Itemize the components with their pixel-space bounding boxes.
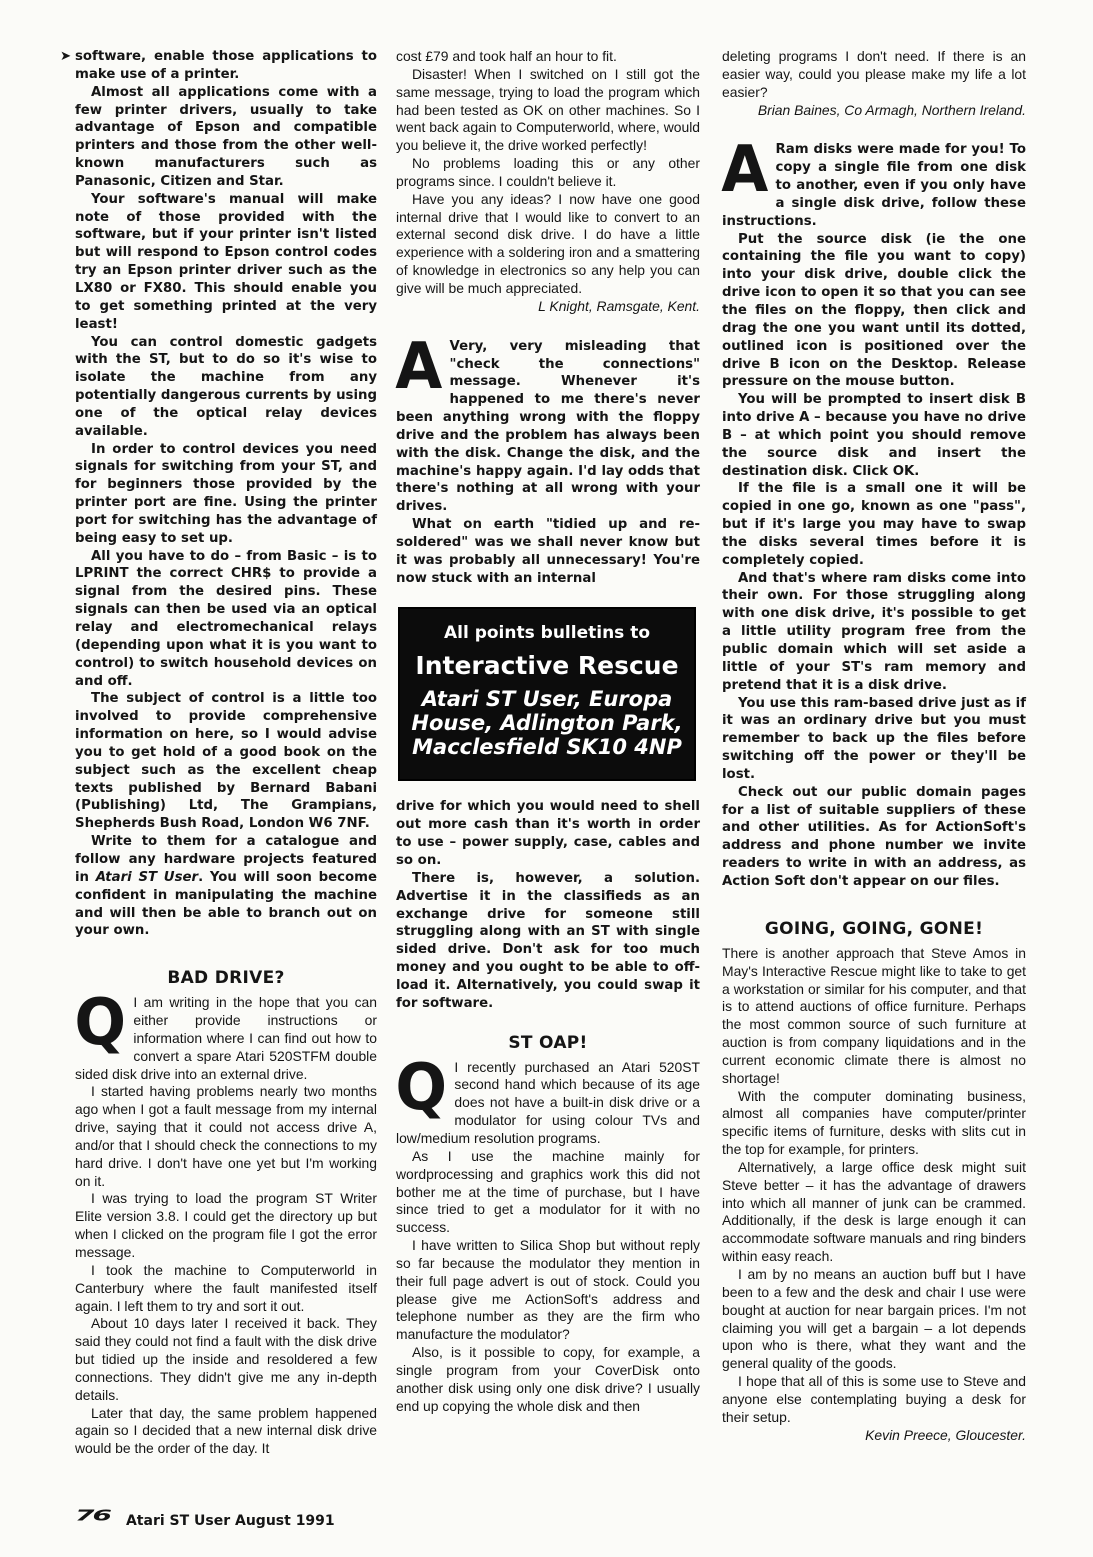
- question-paragraph: As I use the machine mainly for wordprocessing and graphics work this did not bother me at the time of purchase, but I have since tried to get a modulator for it with no success.: [396, 1147, 700, 1236]
- section-heading-bad-drive: BAD DRIVE?: [167, 968, 285, 989]
- page-footer: [75, 1499, 335, 1532]
- answer-paragraph: You can control domestic gadgets with the ST, but to do so it's wise to isolate the machine from any potentially dangerous currents by using one of the optical relay devices available.: [75, 334, 377, 439]
- answer-paragraph: A Ram disks were made for you! To copy a single file from one disk to another, even if you only have a single disk drive, follow these instructions.: [721, 133, 1026, 229]
- answer-paragraph: You use this ram-based drive just as if it was an ordinary drive but you must remember to back up the files before switching off the power or they'll be lost.: [722, 695, 1026, 782]
- answer-paragraph: Put the source disk (ie the one containing the file you want to copy) into your disk drive, double click the drive icon to open it so that you can see the files on the floppy, then click and drag the one you want until its dotted, outlined icon is positioned over the drive B icon on the Desktop. Release pressure on the mouse button.: [722, 231, 1026, 390]
- answer-paragraph: Almost all applications come with a few printer drivers, usually to take advantage of Epson and compatible printers and those from the other well-known manufacturers such as Panasonic, Citizen and Star.: [75, 84, 377, 189]
- bulletin-box: [398, 607, 696, 781]
- question-paragraph: Q I am writing in the hope that you can either provide instructions or information where I can find out how to convert a spare Atari 520STFM double sided disk drive into an external drive.: [74, 986, 377, 1082]
- question-paragraph: No problems loading this or any other programs since. I couldn't believe it.: [396, 155, 700, 189]
- question-paragraph: Q I recently purchased an Atari 520ST second hand which because of its age does not have a built-in disk drive or a modulator for using colour TVs and low/medium resolution programs.: [395, 1050, 700, 1146]
- column-2: [396, 48, 700, 1415]
- answer-paragraph: All you have to do – from Basic – is to LPRINT the correct CHR$ to provide a signal from the desired pins. These signals can then be used via an optical relay and electromechanical relays (depending upon what it is you want to control) to switch household devices on and off.: [75, 548, 377, 689]
- answer-block: [395, 329, 700, 588]
- continued-arrow-icon: ➤: [60, 49, 72, 64]
- letter-signature: Brian Baines, Co Armagh, Northern Ireland.: [757, 101, 1026, 118]
- answer-paragraph: A Very, very misleading that "check the connections" message. Whenever it's happened to me there's never been anything wrong with the floppy drive and the problem has always been with the disk. Change the disk, and the machine's happy again. I'd lay odds that there's nothing at all wrong with your drives.: [395, 329, 700, 515]
- drop-cap-q: Q: [74, 986, 127, 1061]
- answer-paragraph: In order to control devices you need signals for switching from your ST, and for beginners those provided by the printer port are fine. Using the printer port for switching has the advantage of being easy to set up.: [75, 441, 377, 546]
- question-paragraph: I started having problems nearly two months ago when I got a fault message from my internal drive, saying that it could not access drive A, and/or that I should check the connections to my hard drive. I don't have one yet but I'm working on it.: [75, 1083, 377, 1189]
- answer-paragraph: Write to them for a catalogue and follow any hardware projects featured in Atari ST User. You will soon become confident in manipulating the machine and will then be able to branch out on your own.: [75, 834, 378, 939]
- answer-paragraph: Check out our public domain pages for a list of suitable suppliers of these and other utilities. As for ActionSoft's address and phone number we invite readers to write in with an address, as Action Soft don't appear on our files.: [722, 784, 1026, 889]
- drop-cap-q: Q: [395, 1050, 448, 1125]
- column-1: [60, 48, 378, 1458]
- question-paragraph: Disaster! When I switched on I still got the same message, trying to load the program which had been tested as OK on other machines. So I went back again to Computerworld, where, would you believe it, the drive worked perfectly!: [396, 65, 700, 154]
- answer-paragraph: Your software's manual will make note of those provided with the software, but if your printer isn't listed but will respond to Epson control codes try an Epson printer driver such as the LX80 or FX80. This should enable you to get something printed at the very least!: [75, 191, 377, 332]
- answer-paragraph: The subject of control is a little too involved to provide comprehensive information on here, so I would advise you to get hold of a good book on the subject such as the excellent cheap texts published by Bernard Babani (Publishing) Ltd, The Grampians, Shepherds Bush Road, London W6 7NF.: [75, 691, 377, 832]
- letter-paragraph: There is another approach that Steve Amos in May's Interactive Rescue might like to take to get a workstation or similar for his computer, and that is to attend auctions of office furniture. Perhaps the most common source of such furniture at auction is from company liquidations and in the current economic climate there is almost no shortage!: [722, 944, 1026, 1086]
- letter-signature: L Knight, Ramsgate, Kent.: [538, 297, 700, 314]
- section-heading-st-oap: ST OAP!: [508, 1032, 588, 1053]
- page-number: 76: [75, 1506, 110, 1525]
- letter-signature: Kevin Preece, Gloucester.: [865, 1426, 1026, 1443]
- answer-paragraph: What on earth "tidied up and re-soldered" was we shall never know but it was probably all unnecessary! You're now stuck with an internal: [396, 517, 700, 586]
- answer-continuation: ➤ software, enable those applications to make use of a printer.: [60, 49, 377, 82]
- drop-cap-a: A: [721, 133, 769, 208]
- answer-paragraph: And that's where ram disks come into their own. For those struggling along with one disk drive, it's possible to get a little utility program free from the public domain which will set aside a little of your ST's ram memory and pretend that it is a disk drive.: [722, 570, 1026, 693]
- question-paragraph: I was trying to load the program ST Writer Elite version 3.8. I could get the directory up but when I clicked on the program file I got the error message.: [75, 1190, 377, 1260]
- question-paragraph: About 10 days later I received it back. They said they could not find a fault with the disk drive but tidied up the inside and resoldered a few connections. They didn't give me any in-depth details.: [75, 1315, 377, 1403]
- answer-paragraph: There is, however, a solution. Advertise it in the classifieds as an exchange drive for someone still struggling along with an ST with single sided drive. Don't ask for too much money and you ought to be able to off-load it. Alternatively, you could swap it for software.: [396, 870, 700, 1011]
- answer-block: [721, 133, 1026, 890]
- answer-paragraph: drive for which you would need to shell out more cash than it's worth in order to use – power supply, case, cables and so on.: [396, 799, 700, 868]
- question-paragraph: deleting programs I don't need. If there is an easier way, could you please make my life a lot easier?: [722, 48, 1026, 100]
- letter-paragraph: I hope that all of this is some use to Steve and anyone else contemplating buying a desk for their setup.: [722, 1373, 1026, 1425]
- answer-paragraph: You will be prompted to insert disk B into drive A – because you have no drive B – at which point you should remove the source disk and insert the destination disk. Click OK.: [722, 392, 1026, 479]
- question-paragraph: cost £79 and took half an hour to fit.: [396, 48, 617, 64]
- answer-paragraph: If the file is a small one it will be copied in one go, known as one "pass", but if it's large you may have to swap the disks several times before it is completely copied.: [722, 481, 1026, 568]
- question-paragraph: I took the machine to Computerworld in Canterbury where the fault manifested itself again. I left them to try and sort it out.: [75, 1261, 377, 1314]
- section-heading-going-going-gone: GOING, GOING, GONE!: [764, 918, 984, 939]
- question-paragraph: I have written to Silica Shop but without reply so far because the modulator they mention in their full page advert is out of stock. Could you please give me ActionSoft's address and telephone number as they are the firm who manufacture the modulator?: [396, 1237, 700, 1343]
- column-3: [722, 48, 1026, 1444]
- bulletin-intro: All points bulletins to: [443, 623, 651, 644]
- question-paragraph: Have you any ideas? I now have one good internal drive that I would like to convert to an external second disk drive. I do have a little experience with a soldering iron and a smattering of knowledge in electronics so any help you can give will be much appreciated.: [396, 190, 700, 296]
- bulletin-address: Atari ST User, Europa House, Adlington Park, Macclesfield SK10 4NP: [411, 687, 683, 760]
- letter-paragraph: I am by no means an auction buff but I have been to a few and the desk and chair I use were bought at auction for near bargain prices. I'm not claiming you will get a bargain – a lot depends upon who is there, what they want and the general quality of the goods.: [722, 1266, 1026, 1372]
- bulletin-title: Interactive Rescue: [415, 651, 679, 681]
- publication-name: Atari ST User August 1991: [125, 1513, 335, 1529]
- letter-paragraph: With the computer dominating business, almost all companies have computer/printer specific items of furniture, desks with slits cut in the top for example, for printers.: [722, 1087, 1026, 1158]
- question-paragraph: Also, is it possible to copy, for example, a single program from your CoverDisk onto another disk using only one disk drive? I usually end up copying the whole disk and then: [396, 1344, 700, 1414]
- letter-paragraph: Alternatively, a large office desk might suit Steve better – it has the advantage of drawers into which all manner of junk can be crammed. Additionally, if the desk is large enough it can accommodate software manuals and ring binders within easy reach.: [722, 1158, 1026, 1265]
- drop-cap-a: A: [395, 329, 443, 404]
- question-paragraph: Later that day, the same problem happened again so I decided that a new internal disk drive would be the order of the day. It: [75, 1404, 377, 1457]
